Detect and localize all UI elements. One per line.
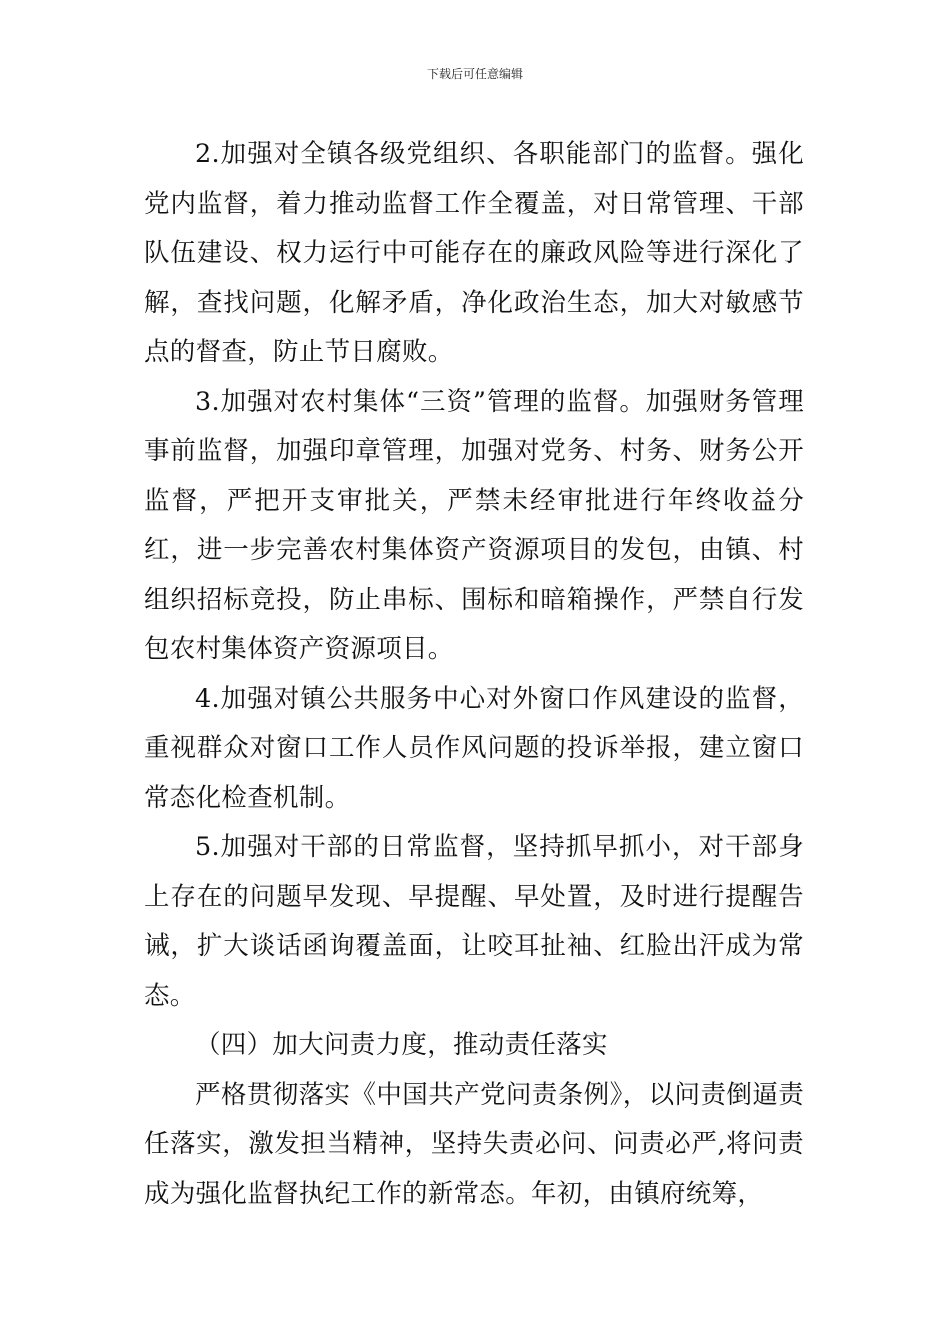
paragraph-item-2: 2.加强对全镇各级党组织、各职能部门的监督。强化党内监督，着力推动监督工作全覆盖，对日常管理、干部队伍建设、权力运行中可能存在的廉政风险等进行深化了解，查找问题，化解矛盾，净化政治生态，加大对敏感节点的督查，防止节日腐败。: [144, 139, 804, 367]
section-paragraph: 严格贯彻落实《中国共产党问责条例》，以问责倒逼责任落实，激发担当精神，坚持失责必问、问责必严,将问责成为强化监督执纪工作的新常态。年初，由镇府统筹，: [144, 1079, 804, 1209]
document-body: [144, 130, 804, 1219]
page-header: 下载后可任意编辑: [426, 67, 523, 81]
paragraph-item-3: 3.加强对农村集体“三资”管理的监督。加强财务管理事前监督，加强印章管理，加强对党务、村务、财务公开监督，严把开支审批关，严禁未经审批进行年终收益分红，进一步完善农村集体资产资源项目的发包，由镇、村组织招标竞投，防止串标、围标和暗箱操作，严禁自行发包农村集体资产资源项目。: [144, 386, 804, 664]
section-heading: （四）加大问责力度，推动责任落实: [195, 1030, 608, 1060]
paragraph-item-4: 4.加强对镇公共服务中心对外窗口作风建设的监督，重视群众对窗口工作人员作风问题的投诉举报，建立窗口常态化检查机制。: [144, 683, 804, 813]
paragraph-item-5: 5.加强对干部的日常监督，坚持抓早抓小，对干部身上存在的问题早发现、早提醒、早处置，及时进行提醒告诫，扩大谈话函询覆盖面，让咬耳扯袖、红脸出汗成为常态。: [144, 832, 804, 1011]
